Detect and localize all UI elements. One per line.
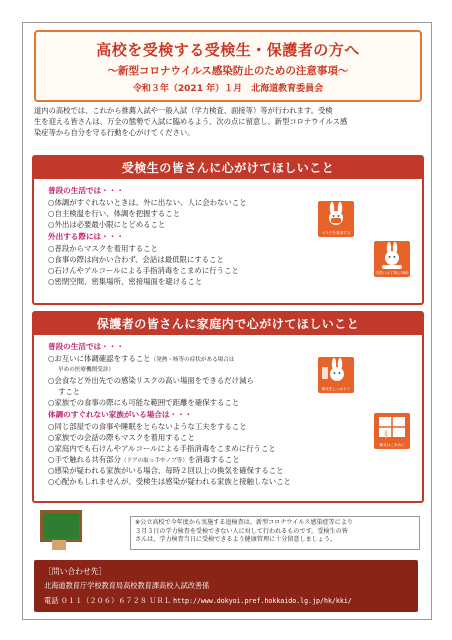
- handwash-badge-icon: [374, 241, 410, 277]
- notice-box: [130, 516, 420, 550]
- notice-line: ※公立高校で今年度から実施する追検査は、新型コロナウイルス感染症等により: [135, 519, 354, 526]
- list-item: ○家族での会話の際もマスクを着用すること: [48, 433, 195, 442]
- list-item-text: を消毒すること: [187, 455, 240, 464]
- list-item: ○体調がすぐれないときは、外に出ない、人に会わないこと: [48, 198, 247, 207]
- list-item: ○自主検温を行い、体調を把握すること: [48, 209, 181, 218]
- ventilation-badge-icon: [318, 357, 354, 393]
- list-item-note: （発熱・咳等の症状がある場合は: [150, 357, 235, 363]
- issuer-line: 令和３年（2021 年）１月 北海道教育委員会: [132, 84, 324, 94]
- intro-line: 染症等から自分を守る行動を心がけてください。: [34, 128, 195, 137]
- badge-caption: マスクを着用する: [321, 231, 351, 235]
- list-item: ○食事の際は向かい合わず、会話は最低限にすること: [48, 255, 224, 264]
- list-item: ○会食など外出先での感染リスクの高い場面をできるだけ減ら: [48, 376, 254, 385]
- page-title: 高校を受検する受検生・保護者の方へ: [96, 41, 360, 59]
- badge-caption: 換気はこまめに: [379, 443, 405, 447]
- list-item: ○密閉空間、密集場所、密接場面を避けること: [48, 277, 203, 286]
- list-item: ○感染が疑われる家族がいる場合、毎時２回以上の換気を確保すること: [48, 466, 284, 475]
- badge-caption: 手洗いは丁寧に30秒: [375, 271, 409, 275]
- notice-line: さんは、学力検査当日に受検できるよう健康管理に十分留意しましょう。: [135, 536, 337, 544]
- list-item-continued: すこと: [58, 387, 81, 396]
- intro-line: 生を迎える皆さんは、万全の態勢で入試に臨めるよう、次の点に留意し、新型コロナウイルス感: [34, 117, 348, 126]
- list-item-text: ○手で触れる共有部分: [48, 455, 121, 464]
- contact-line: [44, 596, 352, 606]
- contact-url[interactable]: http://www.dokyoi.pref.hokkaido.lg.jp/hk/kki/: [173, 597, 352, 605]
- list-item: ○家庭内でも石けんやアルコールによる手指消毒をこまめに行うこと: [48, 444, 276, 453]
- list-item-text: ○お互いに体調確認をすること: [48, 354, 151, 363]
- guardians-daily-heading: 普段の生活では・・・: [48, 342, 124, 351]
- students-section-heading: 受検生の皆さんに心がけてほしいこと: [34, 157, 422, 179]
- intro-paragraph: [34, 105, 420, 138]
- notice-area: [34, 506, 420, 558]
- students-outing-heading: 外出する際には・・・: [48, 232, 124, 241]
- list-item: ○外出は必要最小限にとどめること: [48, 220, 166, 229]
- list-item: ○普段からマスクを着用すること: [48, 244, 158, 253]
- list-item: [48, 353, 234, 364]
- list-item: [48, 454, 240, 465]
- guardians-unwell-heading: 体調のすぐれない家族がいる場合は・・・: [48, 410, 193, 419]
- contact-box: [34, 560, 418, 612]
- contact-heading: ［問い合わせ先］: [44, 567, 107, 576]
- list-item-note-continued: [58, 364, 114, 373]
- url-label: ＵＲＬ: [149, 596, 171, 605]
- list-item: ○石けんやアルコールによる手指消毒をこまめに行うこと: [48, 266, 239, 275]
- title-box: [34, 30, 422, 102]
- notice-line: ３月３日の学力検査を受検できない人に対して行われるものです。受検生の皆: [135, 527, 348, 535]
- list-item: ○家族での食事の際にも可能な範囲で距離を確保すること: [48, 398, 240, 407]
- guardians-section-heading: 保護者の皆さんに家庭内で心がけてほしいこと: [34, 313, 422, 335]
- page-subtitle: ～新型コロナウイルス感染防止のための注意事項～: [107, 65, 349, 77]
- guardians-section: [32, 311, 424, 503]
- phone-number: ０１１（２０６）６７２８: [60, 596, 147, 605]
- students-section: [32, 155, 424, 305]
- students-daily-heading: 普段の生活では・・・: [48, 186, 124, 195]
- contact-org: 北海道教育庁学校教育局高校教育課高校入試改善係: [44, 581, 210, 590]
- list-item-note: （ドアの取っ手やノブ等）: [120, 458, 188, 464]
- badge-caption: 換気をしっかりと: [321, 387, 351, 391]
- student-figure-icon: [52, 540, 66, 550]
- list-item: ○同じ部屋での食事や睡眠をとらないような工夫をすること: [48, 422, 247, 431]
- list-item-note: 早めの医療機関受診）: [58, 367, 114, 373]
- intro-line: 道内の高校では、これから推薦入試や一般入試（学力検査、面接等）等が行われます。受検: [34, 106, 333, 115]
- mask-badge-icon: [318, 201, 354, 237]
- chalkboard-icon: [40, 510, 82, 542]
- window-badge-icon: [374, 413, 410, 449]
- phone-label: 電話: [44, 596, 59, 605]
- list-item: ○心配かもしれませんが、受検生は感染が疑われる家族と接触しないこと: [48, 477, 291, 486]
